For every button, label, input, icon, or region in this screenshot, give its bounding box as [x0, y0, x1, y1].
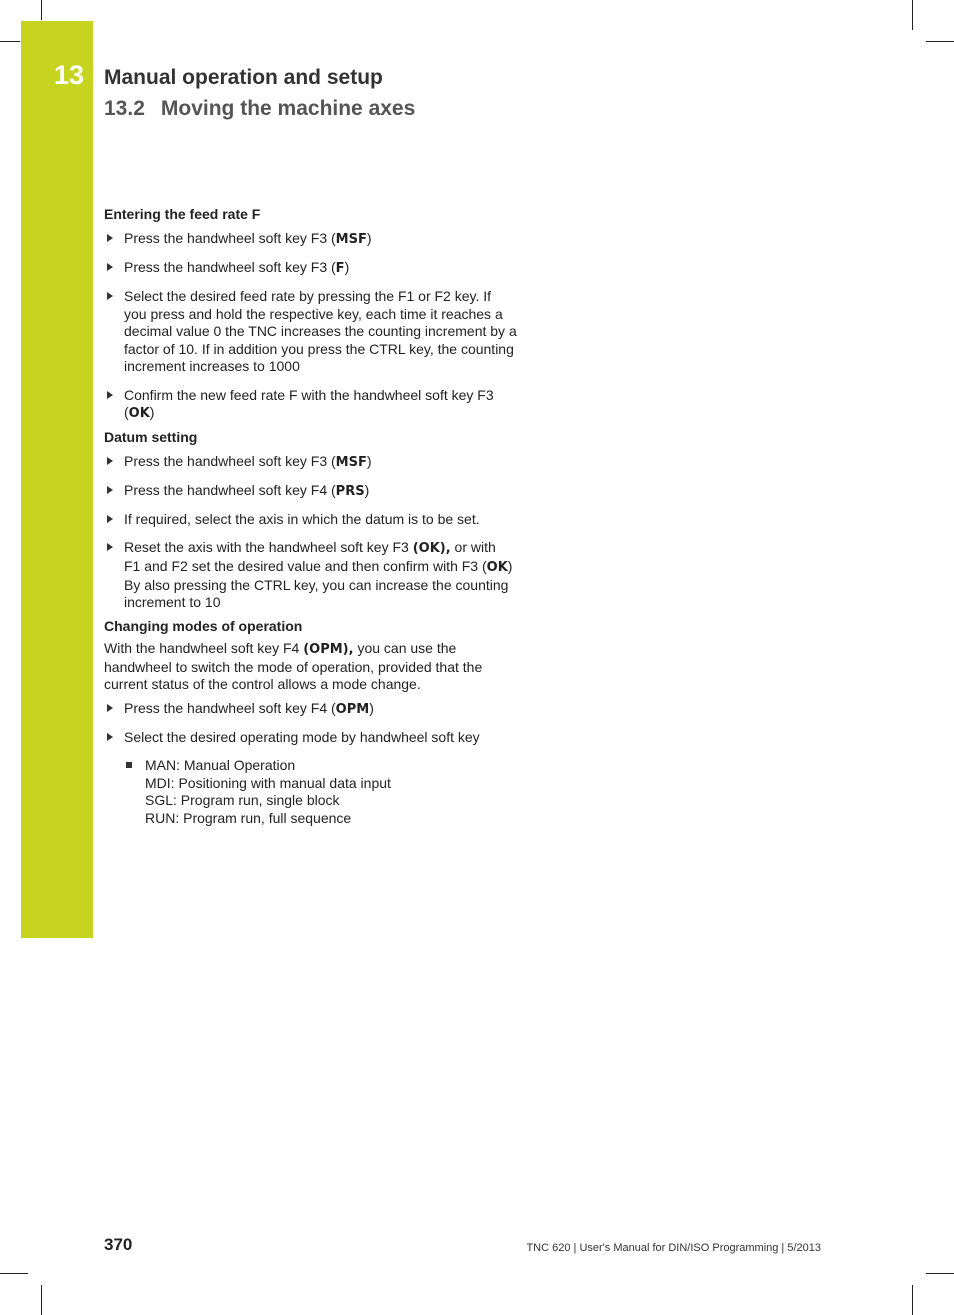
step-text: F1 and F2 set the desired value and then confirm with F3 (: [124, 558, 487, 575]
step-text: ): [149, 404, 155, 421]
chapter-sidebar: [21, 21, 93, 938]
list-item: [104, 259, 540, 278]
step-text: you press and hold the respective key, each time it reaches a: [124, 305, 503, 322]
arrow-icon: [107, 457, 113, 465]
feed-rate-steps: [104, 230, 540, 423]
softkey-label: (OK),: [412, 541, 451, 557]
arrow-icon: [107, 292, 113, 300]
mode-option-text: SGL: Program run, single block: [145, 792, 340, 809]
para-text: handwheel to switch the mode of operation, provided that the: [104, 658, 483, 675]
step-text: ): [364, 482, 370, 499]
step-text: factor of 10. If in addition you press the CTRL key, the counting: [124, 340, 514, 357]
softkey-label: F: [335, 260, 345, 276]
step-text: Press the handwheel soft key F3 (: [124, 229, 336, 246]
para-text: With the handwheel soft key F4: [104, 640, 304, 657]
crop-mark: [912, 0, 913, 30]
mode-option-text: MAN: Manual Operation: [145, 757, 296, 774]
step-text: Press the handwheel soft key F3 (: [124, 452, 336, 469]
softkey-label: MSF: [335, 231, 367, 247]
step-text: By also pressing the CTRL key, you can increase the counting: [124, 576, 509, 593]
list-item: [104, 511, 540, 529]
softkey-label: OPM: [335, 701, 370, 717]
list-item: [104, 288, 540, 376]
crop-mark: [926, 41, 954, 42]
arrow-icon: [107, 515, 113, 523]
step-text: ): [366, 229, 372, 246]
step-text: Press the handwheel soft key F4 (: [124, 482, 336, 499]
list-item: [104, 387, 540, 423]
step-text: Reset the axis with the handwheel soft key F3: [124, 539, 413, 556]
footer-text: TNC 620 | User's Manual for DIN/ISO Programming | 5/2013: [526, 1242, 821, 1254]
mode-option-text: RUN: Program run, full sequence: [145, 809, 352, 826]
list-item: [104, 230, 540, 249]
modes-steps: [104, 700, 540, 747]
step-text: increment to 10: [124, 594, 221, 611]
softkey-label: PRS: [335, 484, 365, 500]
chapter-title: Manual operation and setup: [104, 66, 383, 89]
step-text: ): [344, 258, 350, 275]
step-text: ): [507, 558, 513, 575]
datum-steps: [104, 453, 540, 612]
chapter-number: 13: [54, 60, 85, 90]
step-text: ): [369, 699, 374, 716]
para-text: current status of the control allows a mode change.: [104, 676, 421, 693]
list-item: [104, 482, 540, 501]
step-text: decimal value 0 the TNC increases the counting increment by a: [124, 323, 517, 340]
main-content: [104, 206, 540, 828]
list-item: [104, 700, 540, 719]
crop-mark: [41, 1285, 42, 1315]
softkey-label: OK: [128, 406, 150, 422]
mode-option-text: MDI: Positioning with manual data input: [145, 774, 391, 791]
section-title-text: Moving the machine axes: [160, 97, 416, 120]
crop-mark: [912, 1285, 913, 1315]
arrow-icon: [107, 234, 113, 242]
crop-mark: [0, 1273, 28, 1274]
step-text: Select the desired operating mode by handwheel soft key: [124, 729, 480, 745]
arrow-icon: [107, 543, 113, 551]
step-text: Confirm the new feed rate F with the handwheel soft key F3: [124, 386, 494, 403]
step-text: increment increases to 1000: [124, 358, 300, 375]
step-text: If required, select the axis in which the datum is to be set.: [124, 511, 480, 528]
softkey-label: OK: [486, 560, 508, 576]
list-item: [104, 539, 540, 611]
arrow-icon: [107, 486, 113, 494]
section-title: [104, 97, 415, 121]
softkey-label: (OPM),: [303, 642, 354, 658]
arrow-icon: [107, 391, 113, 399]
list-item: [104, 453, 540, 472]
crop-mark: [0, 41, 20, 42]
softkey-label: MSF: [335, 454, 367, 470]
section-number: 13.2: [104, 97, 145, 120]
page-number: 370: [104, 1235, 133, 1254]
crop-mark: [41, 0, 42, 20]
list-item: [104, 729, 540, 747]
heading-feed-rate: Entering the feed rate F: [104, 206, 261, 222]
heading-datum: Datum setting: [104, 429, 198, 446]
mode-option: [104, 757, 540, 827]
arrow-icon: [107, 704, 113, 712]
mode-options: [104, 757, 540, 827]
step-text: (: [124, 404, 129, 421]
step-text: or with: [450, 539, 496, 556]
para-text: you can use the: [353, 640, 457, 657]
heading-modes: Changing modes of operation: [104, 618, 303, 635]
step-text: ): [366, 452, 372, 469]
arrow-icon: [107, 263, 113, 271]
crop-mark: [926, 1273, 954, 1274]
step-text: Press the handwheel soft key F4 (: [124, 699, 336, 716]
modes-intro: [104, 640, 540, 694]
step-text: Press the handwheel soft key F3 (: [124, 258, 336, 275]
arrow-icon: [107, 733, 113, 741]
step-text: Select the desired feed rate by pressing the F1 or F2 key. If: [124, 287, 492, 304]
square-bullet-icon: [126, 762, 132, 768]
